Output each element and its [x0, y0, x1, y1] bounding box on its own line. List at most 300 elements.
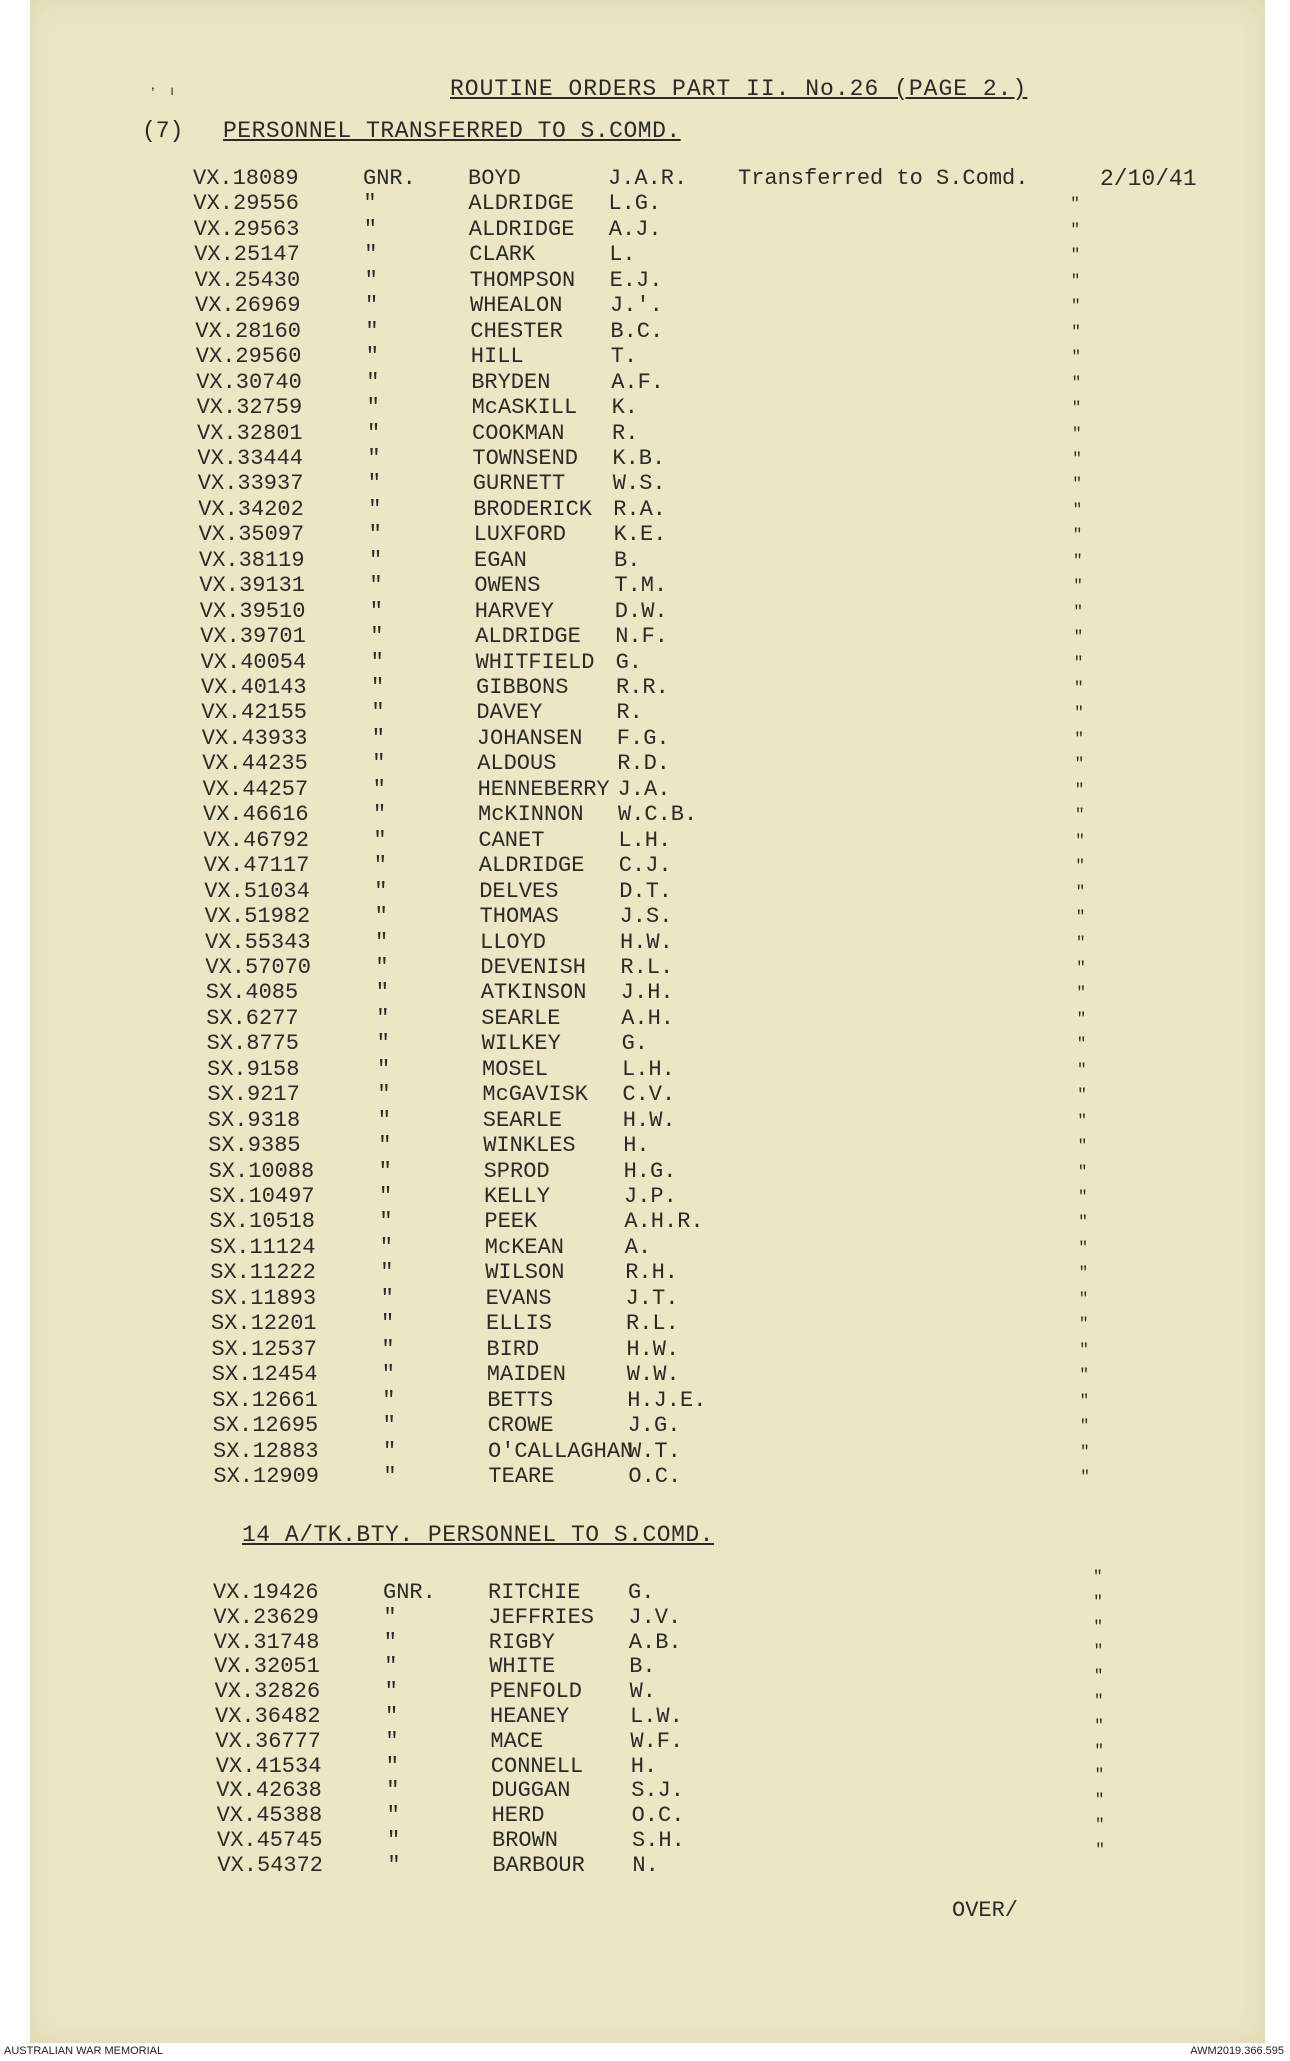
service-number: VX.40143	[201, 675, 307, 700]
surname: DUGGAN	[491, 1778, 571, 1804]
initials: D.T.	[619, 878, 672, 904]
surname: BIRD	[486, 1336, 540, 1362]
rank: "	[375, 929, 389, 955]
date-ditto-mark: "	[1075, 882, 1086, 901]
surname: BRODERICK	[473, 496, 593, 522]
surname: ALDRIDGE	[468, 191, 575, 217]
initials: J.A.R.	[608, 166, 688, 191]
service-number: VX.32759	[196, 395, 303, 421]
initials: N.	[632, 1852, 659, 1878]
rank: "	[372, 751, 386, 777]
initials: F.G.	[616, 725, 670, 751]
rank: "	[383, 1604, 397, 1630]
surname: JEFFRIES	[488, 1604, 595, 1630]
initials: R.D.	[617, 751, 670, 777]
rank: "	[373, 802, 387, 828]
service-number: VX.38119	[199, 547, 305, 573]
date-ditto-mark: "	[1074, 755, 1085, 774]
initials: D.W.	[614, 598, 668, 624]
rank: "	[385, 1728, 399, 1754]
rank: "	[363, 216, 377, 242]
rank: "	[367, 445, 381, 471]
surname: ALDRIDGE	[478, 853, 585, 879]
rank: "	[383, 1463, 397, 1489]
section-number: (7)	[142, 118, 184, 144]
surname: GURNETT	[472, 471, 566, 497]
date-ditto-mark: "	[1073, 577, 1083, 596]
initials: R.H.	[625, 1260, 678, 1286]
initials: N.F.	[615, 624, 668, 650]
surname: HENNEBERRY	[477, 776, 610, 802]
date-ditto-mark: "	[1095, 1840, 1105, 1859]
rank: "	[387, 1828, 401, 1853]
service-number: VX.23629	[213, 1604, 320, 1630]
rank: "	[376, 1005, 390, 1031]
rank: "	[379, 1234, 393, 1260]
date-ditto-mark: "	[1070, 271, 1081, 290]
initials: R.A.	[613, 496, 666, 522]
date-ditto-mark: "	[1093, 1667, 1104, 1686]
date-ditto-mark: "	[1077, 1137, 1088, 1156]
rank: "	[368, 522, 382, 548]
initials: B.	[614, 547, 641, 573]
date-ditto-mark: "	[1076, 1035, 1087, 1054]
date-ditto-mark: "	[1094, 1692, 1104, 1710]
initials: J.P.	[624, 1184, 677, 1209]
surname: O'CALLAGHAN	[488, 1438, 634, 1464]
rank: "	[375, 954, 389, 980]
rank: "	[365, 344, 379, 370]
initials: E.J.	[609, 267, 663, 293]
service-number: SX.10497	[209, 1184, 315, 1209]
date-ditto-mark: "	[1073, 551, 1083, 570]
date-ditto-mark: "	[1079, 1340, 1089, 1359]
rank: "	[384, 1654, 398, 1680]
date-ditto-mark: "	[1080, 1442, 1090, 1461]
rank: GNR.	[363, 166, 416, 191]
service-number: VX.40054	[200, 649, 307, 675]
surname: EVANS	[485, 1285, 552, 1311]
surname: ALDRIDGE	[475, 624, 581, 650]
surname: SEARLE	[482, 1107, 563, 1133]
service-number: VX.57070	[205, 954, 312, 980]
surname: RIGBY	[488, 1629, 555, 1655]
surname: WILSON	[485, 1260, 565, 1286]
initials: J.T.	[625, 1285, 679, 1311]
initials: H.W.	[622, 1107, 676, 1133]
service-number: SX.12661	[212, 1387, 318, 1413]
service-number: VX.39701	[200, 624, 306, 650]
date-ditto-mark: "	[1094, 1741, 1104, 1760]
section-title: PERSONNEL TRANSFERRED TO S.COMD.	[223, 118, 681, 144]
initials: A.J.	[608, 216, 662, 242]
rank: "	[369, 547, 383, 573]
surname: PEEK	[484, 1209, 538, 1235]
surname: ATKINSON	[480, 980, 587, 1006]
rank: "	[377, 1107, 391, 1133]
surname: GIBBONS	[476, 675, 569, 700]
initials: H.W.	[626, 1336, 680, 1362]
date-ditto-mark: "	[1077, 1060, 1087, 1079]
surname: McGAVISK	[482, 1082, 589, 1108]
surname: TOWNSEND	[472, 445, 579, 471]
service-number: VX.30740	[196, 369, 302, 395]
surname: ELLIS	[486, 1311, 553, 1337]
surname: WINKLES	[483, 1133, 576, 1159]
service-number: VX.32826	[214, 1679, 321, 1705]
date-ditto-mark: "	[1079, 1315, 1089, 1334]
service-number: VX.41534	[215, 1753, 322, 1779]
rank: "	[371, 725, 385, 751]
initials: B.C.	[610, 318, 664, 344]
date-ditto-mark: "	[1078, 1264, 1089, 1283]
initials: A.H.R.	[624, 1209, 704, 1235]
rank: "	[363, 191, 377, 217]
date-ditto-mark: "	[1071, 373, 1082, 392]
date-ditto-mark: "	[1095, 1816, 1105, 1834]
rank: "	[382, 1413, 396, 1439]
service-number: VX.29560	[195, 344, 302, 370]
date-ditto-mark: "	[1075, 908, 1086, 927]
service-number: VX.32801	[197, 420, 303, 446]
initials: J.H.	[620, 980, 674, 1006]
service-number: VX.35097	[198, 522, 305, 548]
service-number: VX.34202	[198, 496, 304, 522]
surname: COOKMAN	[472, 420, 565, 446]
surname: OWENS	[474, 573, 541, 599]
rank: "	[379, 1209, 393, 1235]
initials: W.S.	[612, 471, 666, 497]
surname: SPROD	[483, 1158, 550, 1184]
initials: S.H.	[632, 1828, 685, 1853]
initials: B.	[629, 1654, 656, 1680]
initials: A.B.	[628, 1629, 682, 1655]
rank: "	[371, 700, 385, 726]
surname: TEARE	[488, 1463, 555, 1489]
surname: DELVES	[479, 878, 559, 904]
rank: "	[370, 624, 384, 650]
date-ditto-mark: "	[1077, 1111, 1087, 1130]
rank: "	[380, 1260, 394, 1286]
rank: "	[383, 1629, 397, 1655]
service-number: VX.25430	[194, 267, 301, 293]
rank: "	[376, 1031, 390, 1057]
date-ditto-mark: "	[1070, 195, 1080, 214]
initials: S.J.	[631, 1778, 684, 1804]
section2-title: 14 A/TK.BTY. PERSONNEL TO S.COMD.	[242, 1522, 714, 1548]
rank: "	[378, 1133, 392, 1159]
rank: "	[386, 1803, 400, 1829]
initials: T.M.	[614, 573, 668, 599]
date-ditto-mark: "	[1094, 1716, 1104, 1735]
date-ditto-mark: "	[1076, 933, 1086, 952]
service-number: VX.42638	[216, 1778, 322, 1804]
surname: McKINNON	[478, 802, 584, 828]
initials: R.	[612, 420, 639, 446]
date-ditto-mark: "	[1073, 628, 1084, 647]
date-ditto-mark: "	[1074, 704, 1084, 723]
initials: H.G.	[623, 1158, 677, 1184]
rank: "	[377, 1082, 391, 1108]
service-number: VX.19426	[213, 1580, 319, 1605]
service-number: VX.36777	[215, 1728, 322, 1754]
footer-id: AWM2019.366.595	[1190, 2045, 1284, 2057]
date-ditto-mark: "	[1074, 780, 1085, 799]
initials: J.'.	[610, 293, 663, 319]
surname: BARBOUR	[492, 1852, 585, 1878]
rank: "	[367, 420, 381, 446]
initials: L.	[609, 242, 636, 268]
initials: W.T.	[628, 1438, 681, 1464]
service-number: SX.8775	[206, 1031, 300, 1057]
initials: H.J.E.	[627, 1387, 707, 1413]
surname: HERD	[491, 1803, 545, 1829]
service-number: SX.10518	[209, 1209, 316, 1235]
rank: "	[384, 1679, 398, 1705]
surname: DAVEY	[476, 700, 543, 726]
rank: "	[370, 649, 384, 675]
service-number: SX.9318	[207, 1107, 301, 1133]
initials: L.W.	[630, 1704, 683, 1729]
date-ditto-mark: "	[1079, 1391, 1090, 1410]
initials: G.	[621, 1031, 648, 1057]
date-ditto-mark: "	[1071, 399, 1082, 418]
initials: H.	[630, 1753, 658, 1779]
date-ditto-mark: "	[1071, 348, 1081, 367]
rank: "	[367, 471, 381, 497]
service-number: VX.29563	[193, 216, 300, 242]
date-ditto-mark: "	[1072, 526, 1083, 545]
initials: L.H.	[622, 1056, 675, 1082]
surname: WHITE	[489, 1654, 556, 1680]
page-title: ROUTINE ORDERS PART II. No.26 (PAGE 2.)	[450, 76, 1028, 102]
service-number: VX.46792	[203, 827, 310, 853]
initials: R.L.	[620, 954, 674, 980]
service-number: SX.9217	[207, 1082, 300, 1108]
rank: "	[380, 1285, 394, 1311]
initials: A.H.	[621, 1005, 674, 1031]
service-number: VX.46616	[203, 802, 309, 828]
service-number: SX.6277	[206, 1005, 299, 1031]
service-number: SX.12454	[211, 1362, 318, 1388]
date-ditto-mark: "	[1076, 958, 1086, 977]
surname: McKEAN	[484, 1234, 565, 1260]
date-ditto-mark: "	[1075, 806, 1085, 825]
initials: J.A.	[617, 776, 671, 802]
transfer-note: Transferred to S.Comd.	[738, 166, 1029, 191]
rank: GNR.	[383, 1580, 436, 1605]
initials: G.	[615, 649, 642, 675]
date-ditto-mark: "	[1094, 1791, 1105, 1810]
rank: "	[373, 853, 387, 879]
surname: CONNELL	[490, 1753, 584, 1779]
date-ditto-mark: "	[1074, 729, 1084, 748]
initials: L.H.	[618, 827, 672, 853]
initials: J.G.	[627, 1413, 681, 1439]
service-number: SX.12537	[211, 1336, 318, 1362]
date-ditto-mark: "	[1072, 449, 1082, 468]
date-ditto-mark: "	[1076, 984, 1086, 1003]
rank: "	[385, 1704, 399, 1729]
surname: MOSEL	[482, 1056, 549, 1082]
initials: J.V.	[628, 1604, 682, 1630]
surname: THOMPSON	[469, 267, 576, 293]
rank: "	[366, 369, 380, 395]
date-ditto-mark: "	[1077, 1086, 1087, 1105]
surname: HEANEY	[490, 1704, 570, 1729]
rank: "	[381, 1336, 395, 1362]
service-number: SX.12201	[211, 1311, 317, 1337]
service-number: SX.12695	[212, 1413, 319, 1439]
surname: CROWE	[487, 1413, 554, 1439]
date-ditto-mark: "	[1079, 1417, 1090, 1436]
initials: W.W.	[626, 1362, 680, 1388]
service-number: SX.10088	[208, 1158, 315, 1184]
surname: THOMAS	[479, 904, 559, 930]
rank: "	[368, 496, 382, 522]
rank: "	[382, 1387, 396, 1413]
surname: CHESTER	[470, 318, 563, 344]
initials: W.C.B.	[618, 802, 698, 828]
service-number: SX.11222	[210, 1260, 316, 1286]
date-ditto-mark: "	[1079, 1366, 1089, 1385]
date-ditto-mark: "	[1075, 831, 1085, 850]
date-ditto-mark: "	[1075, 857, 1085, 876]
initials: W.F.	[630, 1728, 684, 1754]
service-number: VX.44235	[202, 751, 308, 777]
footer-source: AUSTRALIAN WAR MEMORIAL	[4, 2045, 164, 2057]
service-number: VX.31748	[213, 1629, 320, 1655]
service-number: VX.42155	[201, 700, 308, 726]
rank: "	[374, 878, 388, 904]
rank: "	[381, 1311, 395, 1337]
date-ditto-mark: "	[1076, 1009, 1087, 1028]
surname: HARVEY	[474, 598, 555, 624]
rank: "	[365, 293, 379, 319]
surname: CANET	[478, 827, 545, 853]
rank: "	[369, 573, 383, 599]
corner-marks: ʼ ᴵ	[148, 86, 177, 104]
rank: "	[366, 395, 380, 421]
initials: W.	[629, 1679, 656, 1705]
date-ditto-mark: "	[1078, 1188, 1088, 1206]
service-number: SX.11893	[210, 1285, 317, 1311]
rank: "	[372, 776, 386, 802]
initials: R.R.	[616, 675, 669, 700]
initials: G.	[628, 1580, 655, 1605]
date-ditto-mark: "	[1093, 1642, 1104, 1661]
rank: "	[387, 1852, 401, 1878]
surname: KELLY	[484, 1184, 551, 1209]
surname: PENFOLD	[489, 1679, 583, 1705]
surname: JOHANSEN	[476, 725, 583, 751]
surname: RITCHIE	[488, 1580, 581, 1605]
surname: LLOYD	[480, 929, 547, 955]
surname: SEARLE	[481, 1005, 561, 1031]
initials: O.C.	[628, 1463, 682, 1489]
surname: WILKEY	[481, 1031, 561, 1057]
service-number: SX.4085	[205, 980, 299, 1006]
service-number: VX.39131	[199, 573, 306, 599]
surname: CLARK	[469, 242, 536, 268]
rank: "	[377, 1056, 391, 1082]
surname: EGAN	[474, 547, 527, 573]
rank: "	[365, 318, 379, 344]
surname: HILL	[470, 344, 524, 370]
rank: "	[371, 675, 385, 700]
service-number: VX.29556	[193, 191, 300, 217]
service-number: VX.45745	[217, 1828, 323, 1853]
transfer-date: 2/10/41	[1100, 166, 1197, 192]
rank: "	[378, 1158, 392, 1184]
date-ditto-mark: "	[1093, 1617, 1103, 1636]
rank: "	[373, 827, 387, 853]
rank: "	[379, 1184, 393, 1209]
service-number: VX.36482	[215, 1704, 321, 1729]
date-ditto-mark: "	[1071, 322, 1081, 341]
date-ditto-mark: "	[1070, 220, 1080, 239]
service-number: VX.51982	[204, 904, 311, 930]
surname: BRYDEN	[471, 369, 551, 395]
initials: A.	[624, 1234, 652, 1260]
date-ditto-mark: "	[1094, 1766, 1105, 1785]
service-number: VX.51034	[204, 878, 310, 904]
initials: R.	[616, 700, 643, 726]
service-number: SX.12883	[213, 1438, 319, 1464]
over-note: OVER/	[952, 1898, 1019, 1923]
date-ditto-mark: "	[1071, 297, 1081, 316]
date-ditto-mark: "	[1078, 1238, 1088, 1257]
service-number: VX.28160	[195, 318, 302, 344]
service-number: SX.9385	[208, 1133, 301, 1159]
rank: "	[383, 1438, 397, 1464]
service-number: VX.54372	[217, 1852, 324, 1878]
rank: "	[385, 1753, 399, 1779]
service-number: SX.12909	[213, 1463, 320, 1489]
initials: J.S.	[619, 904, 673, 930]
rank: "	[374, 904, 388, 930]
date-ditto-mark: "	[1077, 1162, 1088, 1181]
date-ditto-mark: "	[1093, 1568, 1103, 1586]
rank: "	[381, 1362, 395, 1388]
service-number: VX.25147	[194, 242, 300, 268]
initials: L.G.	[608, 191, 662, 217]
initials: C.J.	[618, 853, 672, 879]
rank: "	[364, 267, 378, 293]
service-number: VX.33444	[197, 445, 304, 471]
rank: "	[369, 598, 383, 624]
surname: McASKILL	[471, 395, 578, 421]
date-ditto-mark: "	[1073, 653, 1084, 672]
date-ditto-mark: "	[1078, 1213, 1088, 1232]
service-number: VX.32051	[214, 1654, 320, 1680]
service-number: SX.11124	[209, 1234, 316, 1260]
initials: R.L.	[626, 1311, 679, 1337]
surname: ALDRIDGE	[468, 216, 575, 242]
surname: WHEALON	[470, 293, 563, 319]
service-number: VX.18089	[193, 166, 299, 191]
date-ditto-mark: "	[1072, 500, 1083, 519]
surname: BOYD	[468, 166, 521, 191]
date-ditto-mark: "	[1070, 246, 1081, 265]
service-number: VX.55343	[205, 929, 311, 955]
initials: K.B.	[612, 445, 666, 471]
initials: H.W.	[620, 929, 673, 955]
initials: K.	[611, 395, 638, 421]
rank: "	[364, 242, 378, 268]
initials: C.V.	[622, 1082, 676, 1108]
date-ditto-mark: "	[1078, 1289, 1089, 1308]
